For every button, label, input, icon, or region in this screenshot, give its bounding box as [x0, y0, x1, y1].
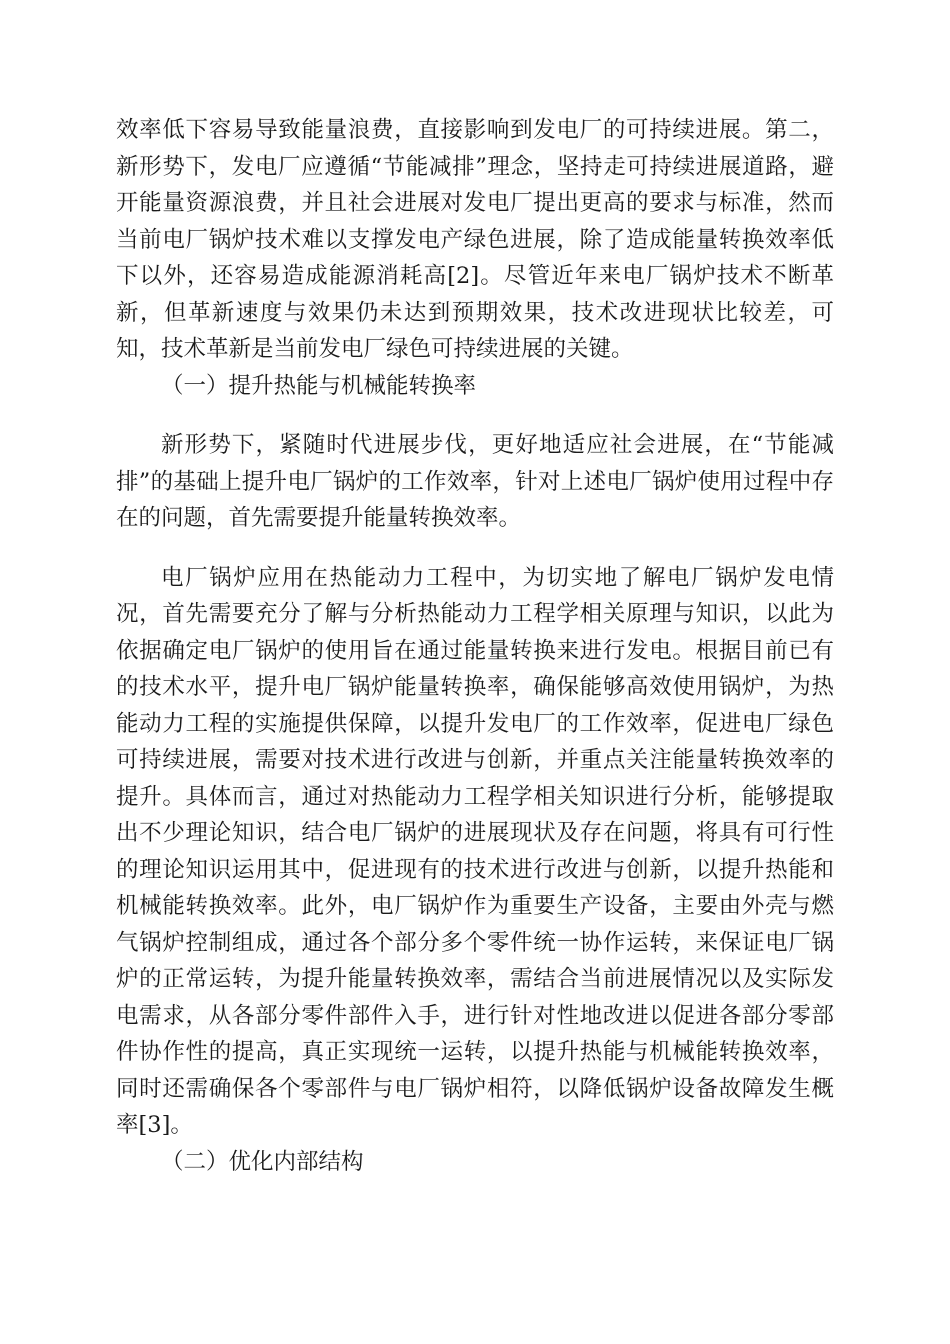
- paragraph-continued: 效率低下容易导致能量浪费，直接影响到发电厂的可持续进展。第二，新形势下，发电厂应遵循“节能减排”理念，坚持走可持续进展道路，避开能量资源浪费，并且社会进展对发电厂提出更高的要求与标准，然而当前电厂锅炉技术难以支撑发电产绿色进展，除了造成能量转换效率低下以外，还容易造成能源消耗高[2]。尽管近年来电厂锅炉技术不断革新，但革新速度与效果仍未达到预期效果，技术改进现状比较差，可知，技术革新是当前发电厂绿色可持续进展的关键。: [116, 117, 834, 362]
- section-heading-1: （一）提升热能与机械能转换率: [161, 372, 477, 399]
- section-heading-2: （二）优化内部结构: [161, 1148, 364, 1175]
- paragraph-1: 新形势下，紧随时代进展步伐，更好地适应社会进展，在“节能减排”的基础上提升电厂锅炉的工作效率，针对上述电厂锅炉使用过程中存在的问题，首先需要提升能量转换效率。: [116, 432, 834, 531]
- paragraph-2: 电厂锅炉应用在热能动力工程中，为切实地了解电厂锅炉发电情况，首先需要充分了解与分析热能动力工程学相关原理与知识，以此为依据确定电厂锅炉的使用旨在通过能量转换来进行发电。根据目前已有的技术水平，提升电厂锅炉能量转换率，确保能够高效使用锅炉，为热能动力工程的实施提供保障，以提升发电厂的工作效率，促进电厂绿色可持续进展，需要对技术进行改进与创新，并重点关注能量转换效率的提升。具体而言，通过对热能动力工程学相关知识进行分析，能够提取出不少理论知识，结合电厂锅炉的进展现状及存在问题，将具有可行性的理论知识运用其中，促进现有的技术进行改进与创新，以提升热能和机械能转换效率。此外，电厂锅炉作为重要生产设备，主要由外壳与燃气锅炉控制组成，通过各个部分多个零件统一协作运转，来保证电厂锅炉的正常运转，为提升能量转换效率，需结合当前进展情况以及实际发电需求，从各部分零件部件入手，进行针对性地改进以促进各部分零部件协作性的提高，真正实现统一运转，以提升热能与机械能转换效率，同时还需确保各个零部件与电厂锅炉相符，以降低锅炉设备故障发生概率[3]。: [116, 564, 834, 1138]
- document-page: [116, 112, 834, 1180]
